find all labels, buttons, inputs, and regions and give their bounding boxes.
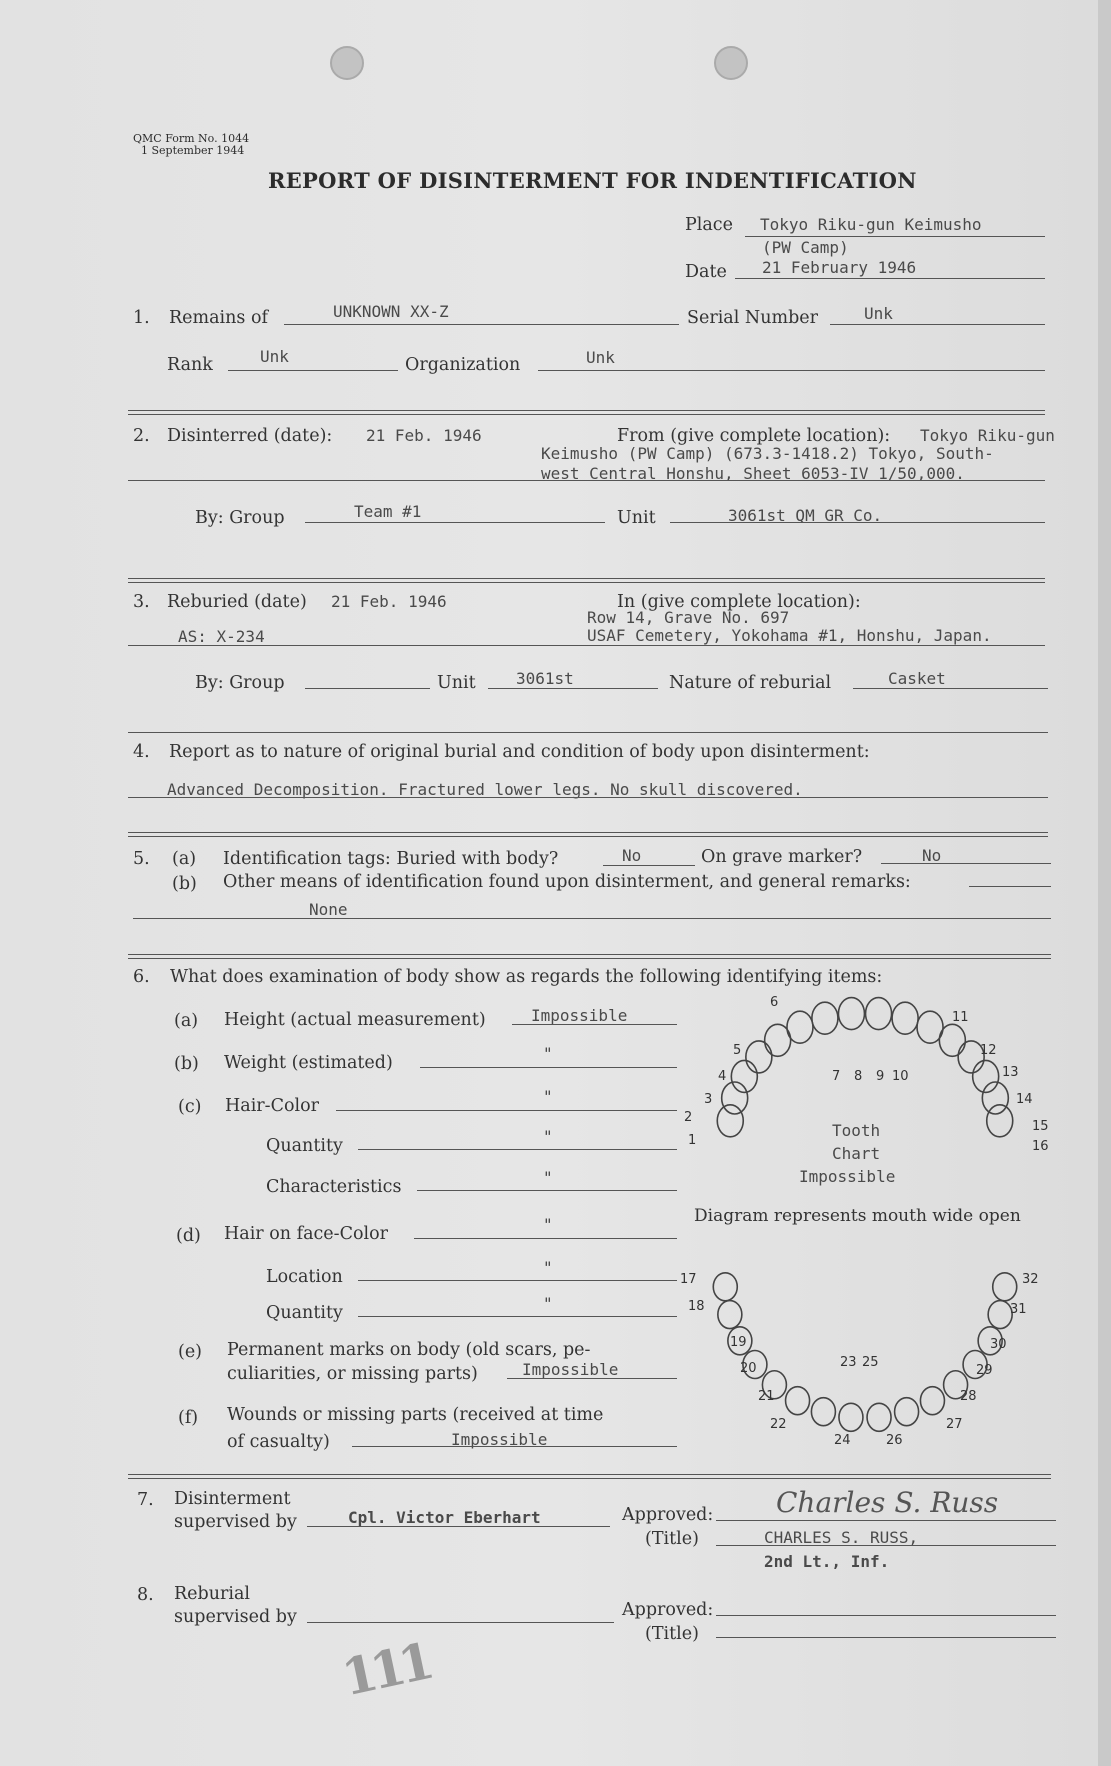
place-value: Tokyo Riku-gun Keimusho [760,215,982,234]
title-value-1: CHARLES S. RUSS, [764,1528,919,1547]
place-line [745,236,1045,237]
tooth-outline [987,1105,1013,1137]
tooth-outline [993,1273,1017,1301]
unit-line [670,522,1045,523]
title-line [716,1637,1056,1638]
tooth-number: 4 [718,1069,727,1084]
section-1-number: 1. [133,308,150,328]
section-2-number: 2. [133,426,150,446]
organization-label: Organization [405,355,521,375]
unit-value: 3061st QM GR Co. [728,506,883,525]
tooth-number: 22 [770,1417,787,1432]
rank-label: Rank [167,355,213,375]
other-value-line [133,918,1051,919]
tooth-outline [892,1002,918,1034]
wounds-label-2: of casualty) [227,1432,330,1452]
approved-line [716,1615,1056,1616]
tooth-number: 23 [840,1355,857,1370]
wounds-value: Impossible [451,1430,548,1449]
reburied-value: 21 Feb. 1946 [331,592,447,611]
tooth-outline [939,1024,965,1056]
in-line [128,645,1045,646]
from-value-2: Keimusho (PW Camp) (673.3-1418.2) Tokyo, South- [541,444,994,463]
remains-label: Remains of [169,308,268,328]
hair-color-label: Hair-Color [225,1096,319,1116]
group-label: By: Group [195,673,285,693]
tooth-outline [988,1301,1012,1329]
in-label: In (give complete location): [617,592,861,612]
characteristics-label: Characteristics [266,1177,402,1197]
date-value: 21 February 1946 [762,258,917,277]
section-divider [128,954,1051,959]
tooth-outline [713,1273,737,1301]
approved-label: Approved: [622,1600,714,1620]
weight-value: " [543,1044,553,1063]
item-f: (f) [178,1408,199,1428]
section-divider [128,578,1045,583]
other-value: None [309,900,348,919]
section-8-number: 8. [137,1585,154,1605]
title-label: (Title) [645,1624,699,1644]
tooth-number: 10 [892,1069,909,1084]
date-label: Date [685,262,727,282]
tooth-outline [867,1403,891,1431]
marker-label: On grave marker? [701,847,863,867]
supervisor-line [307,1526,610,1527]
tooth-number: 9 [876,1069,885,1084]
reburial-label-2: supervised by [174,1607,297,1627]
other-label: Other means of identification found upon disinterment, and general remarks: [223,872,911,892]
page-edge [1098,0,1111,1766]
location-label: Location [266,1267,343,1287]
tooth-number: 26 [886,1433,903,1448]
organization-line [538,370,1045,371]
marks-line [507,1378,677,1379]
item-a: (a) [174,1011,199,1031]
supervisor-value: Cpl. Victor Eberhart [348,1508,541,1527]
item-e: (e) [178,1342,203,1362]
tooth-outline [787,1011,813,1043]
group-line [305,688,430,689]
remains-line [284,324,679,325]
examination-label: What does examination of body show as regards the following identifying items: [170,967,883,987]
marker-line [881,863,1051,864]
quantity-line [358,1149,677,1150]
remains-value: UNKNOWN XX-Z [333,302,449,321]
rank-value: Unk [260,347,289,366]
group-label: By: Group [195,508,285,528]
tooth-outline [717,1105,743,1137]
tooth-number: 12 [980,1043,997,1058]
tooth-number: 13 [1002,1065,1019,1080]
tooth-number: 8 [854,1069,863,1084]
unit-line [488,688,658,689]
serial-label: Serial Number [687,308,819,328]
section-divider [128,410,1045,415]
hair-color-value: " [543,1087,553,1106]
lower-tooth-diagram [680,1238,1050,1458]
item-b: (b) [174,1054,199,1074]
section-divider [128,832,1048,837]
signature: Charles S. Russ [776,1486,999,1519]
condition-line [128,797,1048,798]
section-7-number: 7. [137,1490,154,1510]
height-line [512,1024,677,1025]
tags-label: Identification tags: Buried with body? [223,849,559,869]
face-quantity-label: Quantity [266,1303,343,1323]
weight-line [420,1067,677,1068]
title-label: (Title) [645,1529,699,1549]
tooth-number: 17 [680,1272,697,1287]
section-divider [128,1474,1051,1479]
tooth-number: 5 [733,1043,742,1058]
tooth-number: 28 [960,1389,977,1404]
in-value-2: USAF Cemetery, Yokohama #1, Honshu, Japan. [587,626,992,645]
marks-label-1: Permanent marks on body (old scars, pe- [227,1340,591,1360]
tooth-number: 6 [770,995,779,1010]
location-line [358,1280,677,1281]
condition-value: Advanced Decomposition. Fractured lower legs. No skull discovered. [167,780,803,799]
place-value-2: (PW Camp) [762,238,849,257]
nature-label: Nature of reburial [669,673,832,693]
tooth-number: 3 [704,1092,713,1107]
reburial-label-1: Reburial [174,1584,250,1604]
quantity-value: " [543,1127,553,1146]
face-color-line [414,1238,677,1239]
disinterment-label-2: supervised by [174,1512,297,1532]
face-color-label: Hair on face-Color [224,1224,388,1244]
face-color-value: " [543,1215,553,1234]
tooth-number: 32 [1022,1272,1039,1287]
other-line [969,886,1051,887]
item-c: (c) [178,1097,202,1117]
nature-line [853,688,1048,689]
tooth-number: 21 [758,1389,775,1404]
tooth-number: 25 [862,1355,879,1370]
wounds-line [352,1446,677,1447]
face-quantity-value: " [543,1294,553,1313]
tooth-chart-text-3: Impossible [799,1167,896,1186]
section-5b: (b) [172,874,197,894]
stamp-mark: 111 [336,1631,434,1708]
weight-label: Weight (estimated) [224,1053,393,1073]
tooth-outline [838,998,864,1030]
tooth-number: 15 [1032,1119,1049,1134]
tooth-outline [718,1301,742,1329]
characteristics-value: " [543,1168,553,1187]
organization-value: Unk [586,348,615,367]
place-label: Place [685,215,733,235]
hair-color-line [336,1110,677,1111]
unit-label: Unit [617,508,656,528]
tooth-outline [920,1387,944,1415]
height-value: Impossible [531,1006,628,1025]
reburial-line [307,1622,614,1623]
form-title: REPORT OF DISINTERMENT FOR INDENTIFICATION [268,168,917,193]
approved-label: Approved: [622,1505,714,1525]
from-value-1: Tokyo Riku-gun [920,426,1055,445]
tooth-outline [839,1403,863,1431]
title-line [716,1545,1056,1546]
tooth-outline [866,998,892,1030]
height-label: Height (actual measurement) [224,1010,486,1030]
marks-value: Impossible [522,1360,619,1379]
punch-hole [330,46,364,80]
from-label: From (give complete location): [617,426,891,446]
tooth-outline [746,1041,772,1073]
tags-line [603,865,695,866]
serial-line [830,324,1045,325]
tooth-outline [786,1387,810,1415]
wounds-label-1: Wounds or missing parts (received at time [227,1405,604,1425]
section-divider [128,732,1048,733]
tooth-number: 1 [688,1133,697,1148]
tooth-number: 27 [946,1417,963,1432]
tooth-number: 16 [1032,1139,1049,1154]
diagram-caption: Diagram represents mouth wide open [694,1206,1021,1226]
serial-value: Unk [864,304,893,323]
tooth-number: 20 [740,1361,757,1376]
disinterred-label: Disinterred (date): [167,426,333,446]
section-5-number: 5. [133,849,150,869]
marks-label-2: culiarities, or missing parts) [227,1364,478,1384]
tooth-number: 31 [1010,1302,1027,1317]
section-3-number: 3. [133,592,150,612]
condition-label: Report as to nature of original burial and condition of body upon disinterment: [169,742,870,762]
rank-line [228,370,398,371]
tooth-outline [811,1398,835,1426]
title-value-2: 2nd Lt., Inf. [764,1552,890,1571]
tooth-number: 7 [832,1069,841,1084]
section-4-number: 4. [133,742,150,762]
from-value-3: west Central Honshu, Sheet 6053-IV 1/50,000. [541,464,965,483]
group-value: Team #1 [354,502,422,521]
as-value: AS: X-234 [178,627,265,646]
form-number: QMC Form No. 1044 1 September 1944 [133,132,250,157]
in-value-1: Row 14, Grave No. 697 [587,608,790,627]
quantity-label: Quantity [266,1136,343,1156]
tooth-chart-text-2: Chart [832,1144,881,1163]
tags-value: No [622,846,642,865]
section-6-number: 6. [133,967,150,987]
item-d: (d) [176,1226,201,1246]
date-line [735,278,1045,279]
from-line [128,480,1045,481]
approved-line [716,1520,1056,1521]
tooth-number: 24 [834,1433,851,1448]
tooth-chart-text-1: Tooth [832,1121,881,1140]
tooth-number: 29 [976,1363,993,1378]
characteristics-line [417,1190,677,1191]
location-value: " [543,1258,553,1277]
disinterred-value: 21 Feb. 1946 [366,426,482,445]
tooth-outline [812,1002,838,1034]
tooth-number: 11 [952,1010,969,1025]
punch-hole [714,46,748,80]
section-5a: (a) [172,849,197,869]
face-quantity-line [358,1316,677,1317]
tooth-outline [895,1398,919,1426]
tooth-number: 19 [730,1335,747,1350]
group-line [305,522,605,523]
unit-value: 3061st [516,669,574,688]
tooth-number: 14 [1016,1092,1033,1107]
nature-value: Casket [888,669,946,688]
tooth-number: 30 [990,1337,1007,1352]
tooth-number: 2 [684,1110,693,1125]
tooth-number: 18 [688,1299,705,1314]
unit-label: Unit [437,673,476,693]
reburied-label: Reburied (date) [167,592,307,612]
disinterment-label-1: Disinterment [174,1489,291,1509]
marker-value: No [922,846,942,865]
